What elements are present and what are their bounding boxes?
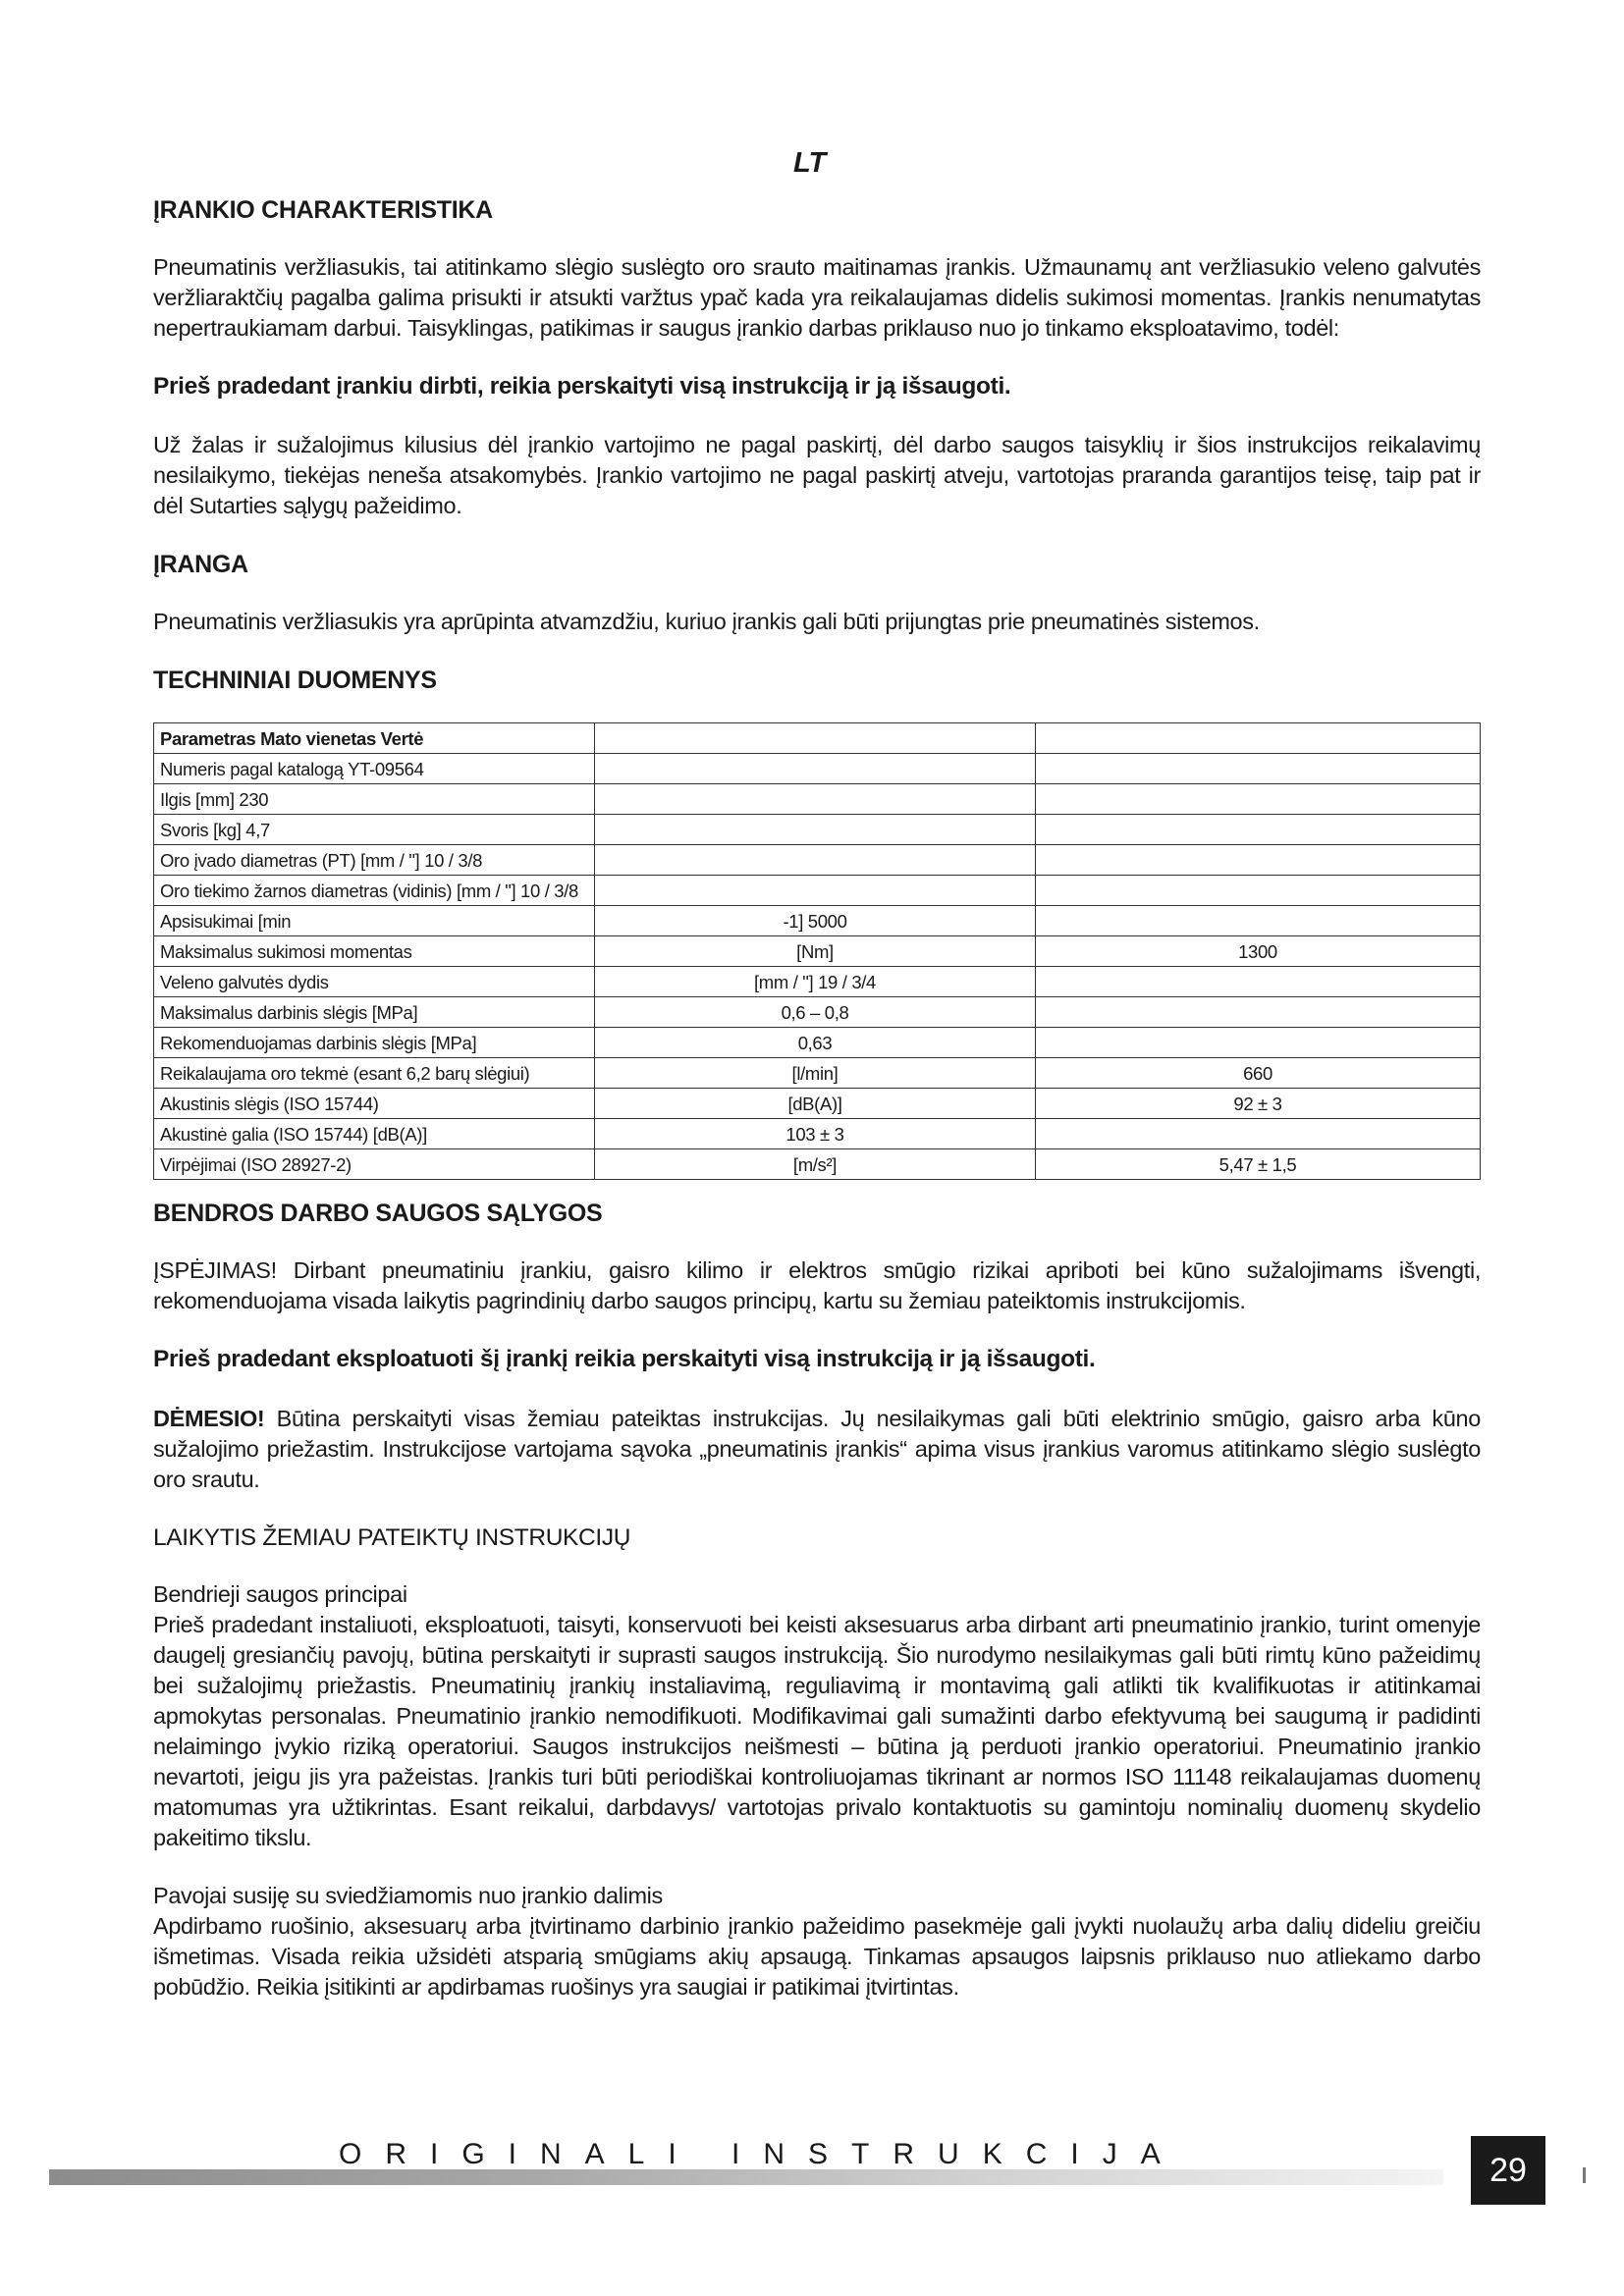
- footer-gradient-bar: [49, 2169, 1443, 2185]
- table-row: [154, 936, 1481, 967]
- table-cell: [595, 754, 1036, 784]
- table-cell: Numeris pagal katalogą YT-09564: [154, 754, 595, 784]
- table-cell: [1036, 845, 1481, 876]
- table-cell: Apsisukimai [min: [154, 906, 595, 936]
- table-cell: [1036, 723, 1481, 754]
- attention-label: DĖMESIO!: [153, 1405, 265, 1431]
- table-row: [154, 1028, 1481, 1058]
- table-cell: [1036, 967, 1481, 997]
- table-cell: Parametras Mato vienetas Vertė: [154, 723, 595, 754]
- liability-paragraph: Už žalas ir sužalojimus kilusius dėl įrankio vartojimo ne pagal paskirtį, dėl darbo saugos taisyklių ir šios instrukcijos reikalavimų nesilaikymo, tiekėjas neneša atsakomybės. Įrankio vartojimo ne pagal paskirtį atveju, vartotojas praranda garantijos teisę, taip pat ir dėl Sutarties sąlygų pažeidimo.: [153, 432, 1481, 519]
- table-cell: [1036, 1028, 1481, 1058]
- table-cell: [1036, 815, 1481, 845]
- table-cell: Maksimalus sukimosi momentas: [154, 936, 595, 967]
- table-header-row: [154, 723, 1481, 754]
- table-row: [154, 1149, 1481, 1180]
- technical-data-table-body: [154, 723, 1481, 1180]
- table-cell: [595, 845, 1036, 876]
- table-cell: Oro tiekimo žarnos diametras (vidinis) [mm / "] 10 / 3/8: [154, 876, 595, 906]
- section-title-tool-characteristics: ĮRANKIO CHARAKTERISTIKA: [153, 196, 493, 224]
- table-row: [154, 754, 1481, 784]
- table-cell: [1036, 1119, 1481, 1149]
- table-cell: 0,63: [595, 1028, 1036, 1058]
- table-row: [154, 845, 1481, 876]
- table-cell: [595, 815, 1036, 845]
- footer-title: ORIGINALI INSTRUKCIJA: [339, 2138, 1184, 2170]
- table-cell: [1036, 997, 1481, 1028]
- table-cell: Svoris [kg] 4,7: [154, 815, 595, 845]
- equipment-paragraph: Pneumatinis veržliasukis yra aprūpinta atvamzdžiu, kuriuo įrankis gali būti prijungtas prie pneumatinės sistemos.: [153, 609, 1260, 635]
- table-row: [154, 784, 1481, 815]
- section-title-technical-data: TECHNINIAI DUOMENYS: [153, 667, 437, 695]
- table-row: [154, 1089, 1481, 1119]
- table-cell: [l/min]: [595, 1058, 1036, 1089]
- section-title-general-safety: BENDROS DARBO SAUGOS SĄLYGOS: [153, 1200, 603, 1228]
- table-cell: Oro įvado diametras (PT) [mm / "] 10 / 3/8: [154, 845, 595, 876]
- table-row: [154, 876, 1481, 906]
- table-cell: [dB(A)]: [595, 1089, 1036, 1119]
- follow-instructions-heading: LAIKYTIS ŽEMIAU PATEIKTŲ INSTRUKCIJŲ: [153, 1523, 631, 1551]
- table-cell: 103 ± 3: [595, 1119, 1036, 1149]
- table-cell: Akustinis slėgis (ISO 15744): [154, 1089, 595, 1119]
- table-cell: 660: [1036, 1058, 1481, 1089]
- section-title-equipment: ĮRANGA: [153, 551, 248, 579]
- table-cell: 0,6 – 0,8: [595, 997, 1036, 1028]
- table-cell: [mm / "] 19 / 3/4: [595, 967, 1036, 997]
- table-cell: [Nm]: [595, 936, 1036, 967]
- table-row: [154, 906, 1481, 936]
- table-cell: [1036, 754, 1481, 784]
- page-edge-mark: [1583, 2167, 1586, 2183]
- warning-paragraph: ĮSPĖJIMAS! Dirbant pneumatiniu įrankiu, gaisro kilimo ir elektros smūgio rizikai apriboti bei kūno sužalojimams išvengti, rekomenduojama visada laikytis pagrindinių darbo saugos principų, kartu su žemiau pateiktomis instrukcijomis.: [153, 1257, 1481, 1314]
- table-cell: [1036, 906, 1481, 936]
- read-before-use-note: Prieš pradedant eksploatuoti šį įrankį reikia perskaityti visą instrukciją ir ją išsaugoti.: [153, 1346, 1096, 1373]
- table-cell: [m/s²]: [595, 1149, 1036, 1180]
- technical-data-table: [153, 722, 1481, 1180]
- tool-characteristics-paragraph: Pneumatinis veržliasukis, tai atitinkamo slėgio suslėgto oro srauto maitinamas įrankis. Užmaunamų ant veržliasukio veleno galvutės veržliaraktčių pagalba galima prisukti ir atsukti varžtus ypač kada yra reikalaujamas didelis sukimosi momentas. Įrankis nenumatytas nepertraukiamam darbui. Taisyklingas, patikimas ir saugus įrankio darbas priklauso nuo jo tinkamo eksploatavimo, todėl:: [153, 254, 1481, 342]
- ejected-parts-hazards-title: Pavojai susiję su sviedžiamomis nuo įrankio dalimis: [153, 1883, 663, 1909]
- table-cell: Veleno galvutės dydis: [154, 967, 595, 997]
- safety-principles-title: Bendrieji saugos principai: [153, 1581, 407, 1608]
- table-cell: Rekomenduojamas darbinis slėgis [MPa]: [154, 1028, 595, 1058]
- table-cell: [595, 723, 1036, 754]
- read-instructions-note: Prieš pradedant įrankiu dirbti, reikia perskaityti visą instrukciją ir ją išsaugoti.: [153, 373, 1011, 400]
- table-cell: Ilgis [mm] 230: [154, 784, 595, 815]
- table-cell: [595, 876, 1036, 906]
- table-cell: 5,47 ± 1,5: [1036, 1149, 1481, 1180]
- page-number: 29: [1471, 2136, 1545, 2205]
- table-cell: [595, 784, 1036, 815]
- table-cell: [1036, 876, 1481, 906]
- page-content: [153, 194, 1481, 2030]
- table-cell: Virpėjimai (ISO 28927-2): [154, 1149, 595, 1180]
- table-cell: [1036, 784, 1481, 815]
- language-tag: LT: [793, 147, 827, 179]
- table-row: [154, 815, 1481, 845]
- safety-principles-paragraph: Prieš pradedant instaliuoti, eksploatuoti, taisyti, konservuoti bei keisti aksesuarus arba dirbant arti pneumatinio įrankio, turint omenyje daugelį gresiančių pavojų, būtina perskaityti ir suprasti saugos instrukciją. Šio nurodymo nesilaikymas gali būti rimtų kūno pažeidimų bei sužalojimų priežastis. Pneumatinių įrankių instaliavimą, reguliavimą ir montavimą gali atlikti tik kvalifikuotas ir atitinkamai apmokytas personalas. Pneumatinio įrankio nemodifikuoti. Modifikavimai gali sumažinti darbo efektyvumą bei saugumą ir padidinti nelaimingo įvykio riziką operatoriui. Saugos instrukcijos neišmesti – būtina ją perduoti įrankio operatoriui. Pneumatinio įrankio nevartoti, jeigu jis yra pažeistas. Įrankis turi būti periodiškai kontroliuojamas tikrinant ar normos ISO 11148 reikalaujamas duomenų matomumas yra užtikrintas. Esant reikalui, darbdavys/ vartotojas privalo kontaktuotis su gamintoju nominalių duomenų skydelio pakeitimo tikslu.: [153, 1612, 1481, 1851]
- table-cell: 92 ± 3: [1036, 1089, 1481, 1119]
- ejected-parts-hazards-paragraph: Apdirbamo ruošinio, aksesuarų arba įtvirtinamo darbinio įrankio pažeidimo pasekmėje gali įvykti nuolaužų arba dalių dideliu greičiu išmetimas. Visada reikia užsidėti atsparią smūgiams akių apsaugą. Tinkamas apsaugos laipsnis priklauso nuo atliekamo darbo pobūdžio. Reikia įsitikinti ar apdirbamas ruošinys yra saugiai ir patikimai įtvirtintas.: [153, 1913, 1481, 2001]
- table-row: [154, 1058, 1481, 1089]
- table-cell: 1300: [1036, 936, 1481, 967]
- table-row: [154, 997, 1481, 1028]
- table-cell: Akustinė galia (ISO 15744) [dB(A)]: [154, 1119, 595, 1149]
- table-row: [154, 1119, 1481, 1149]
- table-cell: -1] 5000: [595, 906, 1036, 936]
- attention-text: Būtina perskaityti visas žemiau pateiktas instrukcijas. Jų nesilaikymas gali būti elektrinio smūgio, gaisro arba kūno sužalojimo priežastim. Instrukcijose vartojama sąvoka „pneumatinis įrankis“ apima visus įrankius varomus atitinkamo slėgio suslėgto oro srautu.: [153, 1405, 1481, 1492]
- table-cell: Maksimalus darbinis slėgis [MPa]: [154, 997, 595, 1028]
- attention-paragraph: [153, 1404, 1481, 1495]
- table-row: [154, 967, 1481, 997]
- table-cell: Reikalaujama oro tekmė (esant 6,2 barų slėgiui): [154, 1058, 595, 1089]
